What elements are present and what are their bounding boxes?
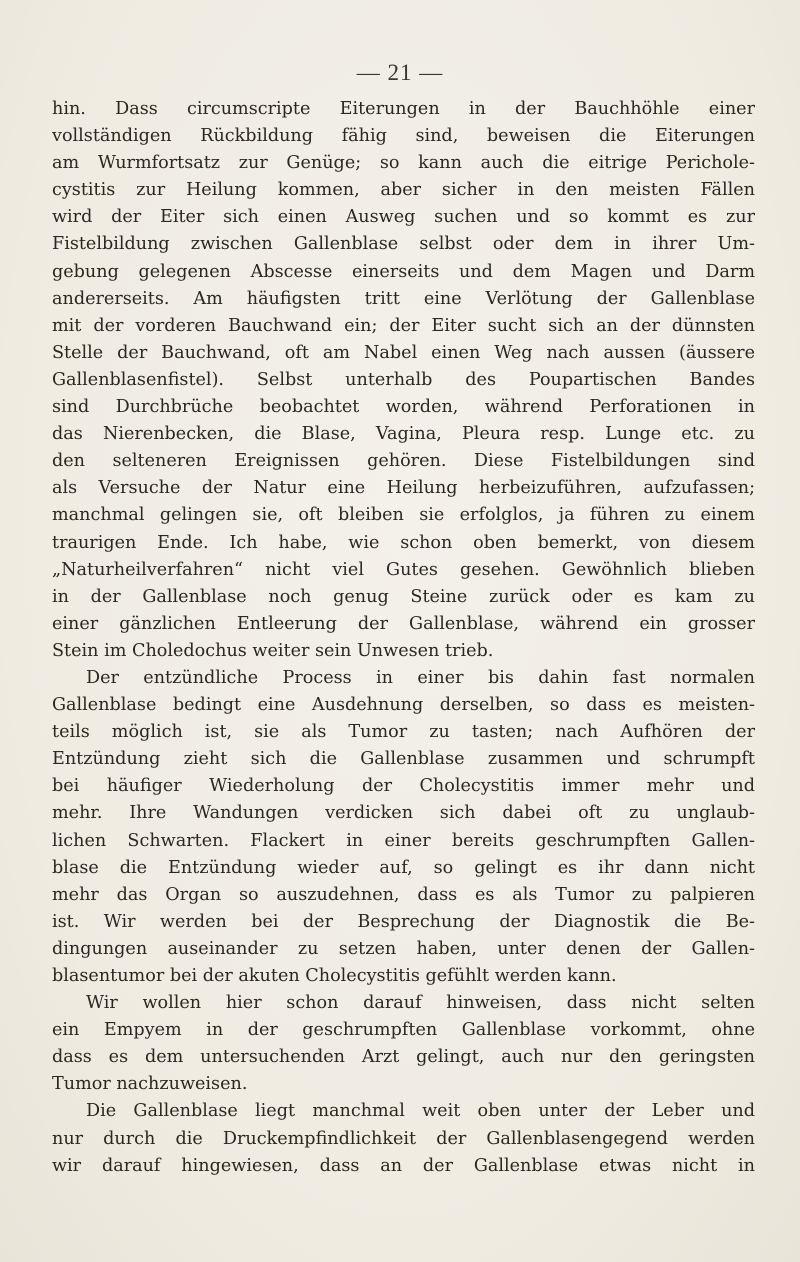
text-line: sind Durchbrüche beobachtet worden, während Perforationen in xyxy=(52,397,755,418)
text-line: Stein im Choledochus weiter sein Unwesen trieb. xyxy=(52,640,494,661)
text-line: mehr. Ihre Wandungen verdicken sich dabei oft zu unglaub- xyxy=(52,803,755,824)
text-line: mehr das Organ so auszudehnen, dass es als Tumor zu palpieren xyxy=(52,884,755,905)
text-line: vollständigen Rückbildung fähig sind, beweisen die Eiterungen xyxy=(52,126,755,147)
text-line: teils möglich ist, sie als Tumor zu tasten; nach Aufhören der xyxy=(52,722,755,743)
text-line: den selteneren Ereignissen gehören. Diese Fistelbildungen sind xyxy=(52,451,755,472)
text-line: einer gänzlichen Entleerung der Gallenblase, während ein grosser xyxy=(52,613,755,634)
text-line: ein Empyem in der geschrumpften Gallenblase vorkommt, ohne xyxy=(52,1020,755,1041)
text-line: das Nierenbecken, die Blase, Vagina, Pleura resp. Lunge etc. zu xyxy=(52,424,755,445)
text-line: andererseits. Am häufigsten tritt eine Verlötung der Gallenblase xyxy=(52,288,755,309)
text-line: bei häufiger Wiederholung der Cholecystitis immer mehr und xyxy=(52,776,755,797)
text-line: traurigen Ende. Ich habe, wie schon oben bemerkt, von diesem xyxy=(52,532,755,553)
text-line: wir darauf hingewiesen, dass an der Gallenblase etwas nicht in xyxy=(52,1155,755,1176)
text-line: Gallenblasenfistel). Selbst unterhalb des Poupartischen Bandes xyxy=(52,369,755,390)
text-line: ist. Wir werden bei der Besprechung der Diagnostik die Be- xyxy=(52,911,755,932)
text-line: Die Gallenblase liegt manchmal weit oben unter der Leber und xyxy=(86,1101,755,1122)
text-line: nur durch die Druckempfindlichkeit der Gallenblasengegend werden xyxy=(52,1128,755,1149)
text-line: manchmal gelingen sie, oft bleiben sie erfolglos, ja führen zu einem xyxy=(52,505,755,526)
text-line: hin. Dass circumscripte Eiterungen in der Bauchhöhle einer xyxy=(52,99,755,119)
text-line: blase die Entzündung wieder auf, so gelingt es ihr dann nicht xyxy=(52,857,755,878)
text-line: Fistelbildung zwischen Gallenblase selbst oder dem in ihrer Um- xyxy=(52,234,755,255)
text-line: Wir wollen hier schon darauf hinweisen, dass nicht selten xyxy=(86,993,755,1014)
text-line: mit der vorderen Bauchwand ein; der Eiter sucht sich an der dünnsten xyxy=(52,315,755,336)
text-line: als Versuche der Natur eine Heilung herbeizuführen, aufzufassen; xyxy=(52,478,755,499)
text-line: blasentumor bei der akuten Cholecystitis gefühlt werden kann. xyxy=(52,966,617,986)
text-line: am Wurmfortsatz zur Genüge; so kann auch die eitrige Pericholе- xyxy=(52,153,755,174)
text-line: cystitis zur Heilung kommen, aber sicher in den meisten Fällen xyxy=(52,180,755,201)
text-line: Entzündung zieht sich die Gallenblase zusammen und schrumpft xyxy=(52,749,755,770)
text-line: Stelle der Bauchwand, oft am Nabel einen Weg nach aussen (äussere xyxy=(52,342,755,363)
body-text xyxy=(52,96,755,1180)
text-line: dass es dem untersuchenden Arzt gelingt, auch nur den geringsten xyxy=(52,1047,755,1068)
text-line: Gallenblase bedingt eine Ausdehnung derselben, so dass es meisten- xyxy=(52,695,755,716)
text-line: „Naturheilverfahren“ nicht viel Gutes gesehen. Gewöhnlich blieben xyxy=(52,559,755,580)
text-line: lichen Schwarten. Flackert in einer bereits geschrumpften Gallen- xyxy=(52,830,755,851)
text-line: in der Gallenblase noch genug Steine zurück oder es kam zu xyxy=(52,586,755,607)
text-line: gebung gelegenen Abscesse einerseits und dem Magen und Darm xyxy=(52,261,755,282)
page-number: — 21 — xyxy=(356,60,444,85)
text-line: dingungen auseinander zu setzen haben, unter denen der Gallen- xyxy=(52,938,755,959)
text-line: Tumor nachzuweisen. xyxy=(52,1074,248,1095)
text-line: wird der Eiter sich einen Ausweg suchen und so kommt es zur xyxy=(52,207,755,228)
text-line: Der entzündliche Process in einer bis dahin fast normalen xyxy=(86,667,755,688)
